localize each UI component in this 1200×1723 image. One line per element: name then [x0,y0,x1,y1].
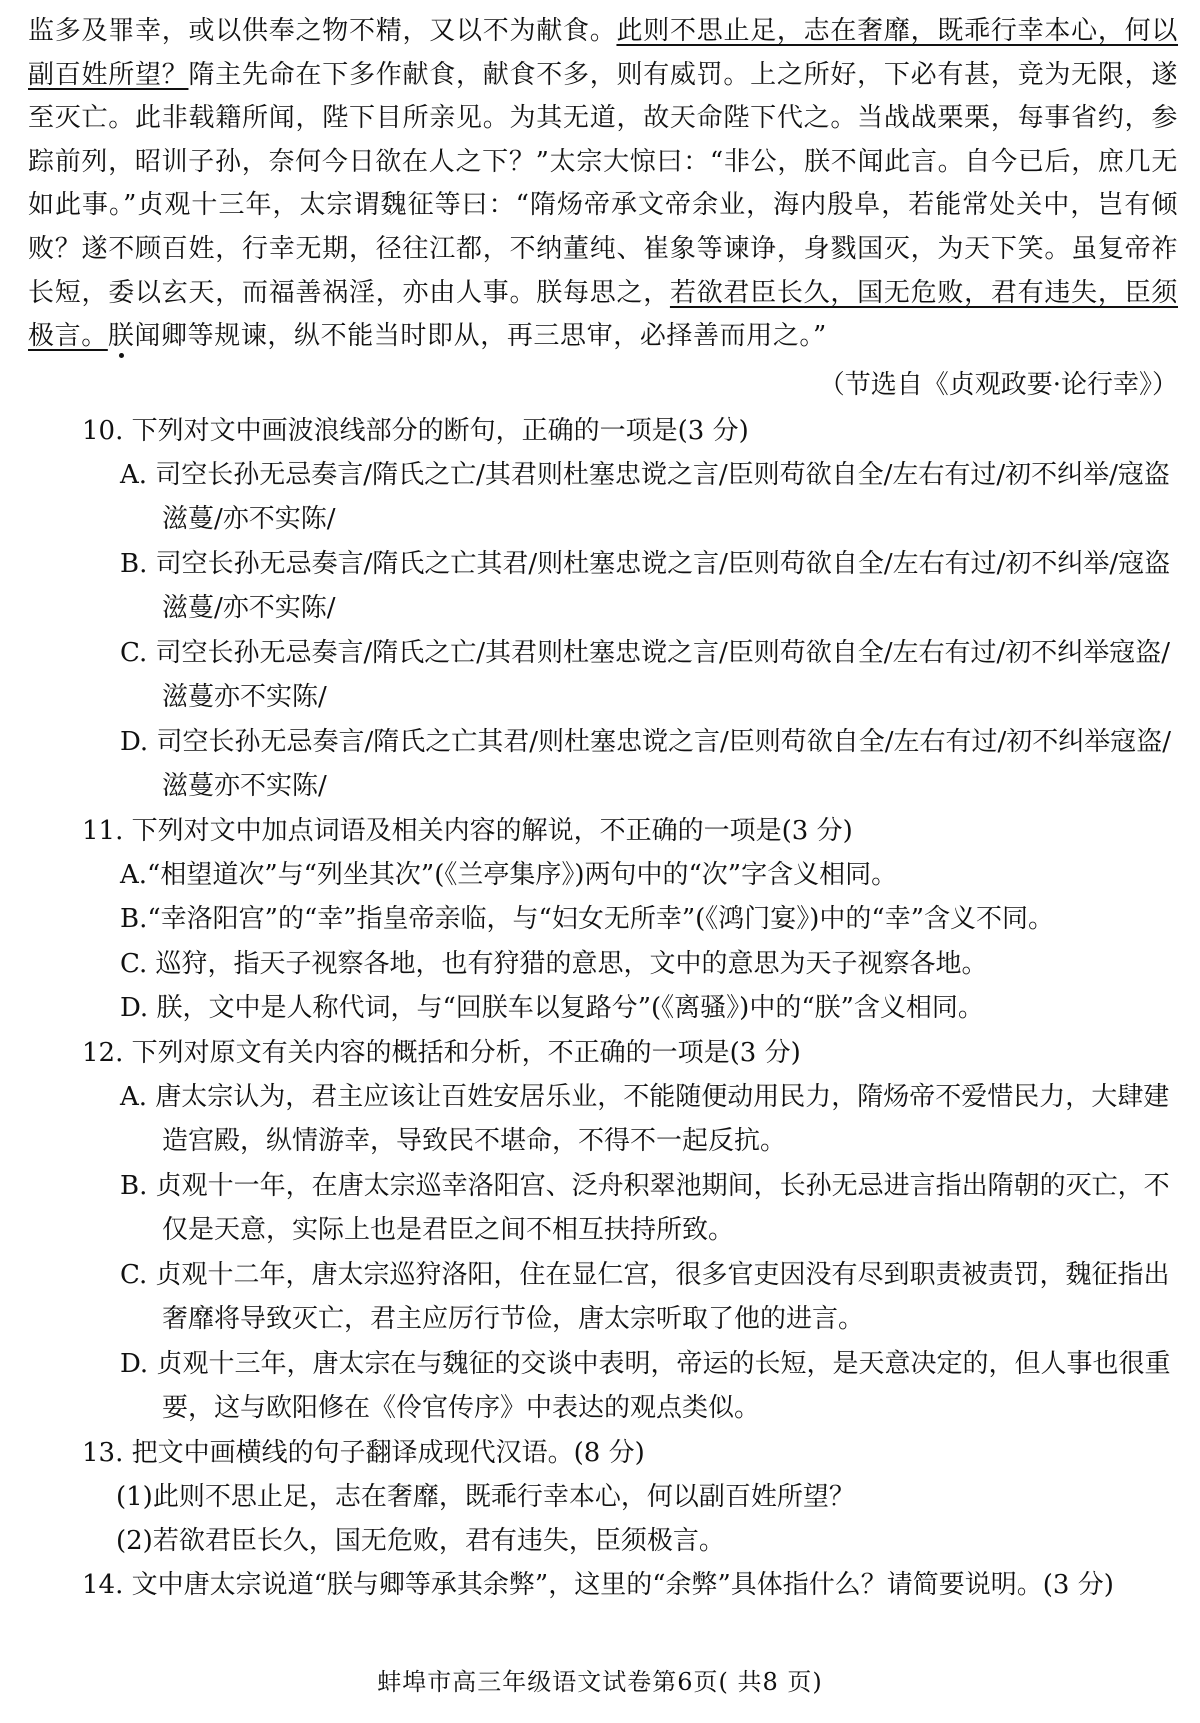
option-c: C. 贞观十二年，唐太宗巡狩洛阳，住在显仁宫，很多官吏因没有尽到职责被责罚，魏征指出奢靡将导致灭亡，君主应厉行节俭，唐太宗听取了他的进言。 [120,1259,1170,1335]
option-b: B. 司空长孙无忌奏言/隋氏之亡其君/则杜塞忠谠之言/臣则苟欲自全/左右有过/初不纠举/寇盗滋蔓/亦不实陈/ [120,548,1171,624]
option-b: B. 贞观十一年，在唐太宗巡幸洛阳宫、泛舟积翠池期间，长孙无忌进言指出隋朝的灭亡，不仅是天意，实际上也是君臣之间不相互扶持所致。 [120,1170,1170,1246]
reading-passage [28,10,1178,359]
question-11 [28,809,1178,1031]
question-10 [28,409,1178,809]
option-d: D. 司空长孙无忌奏言/隋氏之亡其君/则杜塞忠谠之言/臣则苟欲自全/左右有过/初不纠举寇盗/滋蔓亦不实陈/ [120,726,1172,802]
sub-question-1: (1)此则不思止足，志在奢靡，既乖行幸本心，何以副百姓所望？ [116,1481,855,1512]
option-d: D. 贞观十三年，唐太宗在与魏征的交谈中表明，帝运的长短，是天意决定的，但人事也很重要，这与欧阳修在《伶官传序》中表达的观点类似。 [120,1348,1171,1424]
question-stem: 13. 把文中画横线的句子翻译成现代汉语。(8 分) [82,1437,645,1468]
passage-source: （节选自《贞观政要·论行幸》） [818,369,1178,400]
question-stem: 10. 下列对文中画波浪线部分的断句，正确的一项是(3 分) [82,415,749,446]
option-c: C. 巡狩，指天子视察各地，也有狩猎的意思，文中的意思为天子视察各地。 [120,948,988,979]
question-stem: 12. 下列对原文有关内容的概括和分析，不正确的一项是(3 分) [82,1037,801,1068]
question-12 [28,1031,1178,1431]
option-a: A. 司空长孙无忌奏言/隋氏之亡/其君则杜塞忠谠之言/臣则苟欲自全/左右有过/初不纠举/寇盗滋蔓/亦不实陈/ [120,459,1170,535]
page-footer: 蚌埠市高三年级语文试卷第6页( 共8 页) [377,1668,823,1696]
option-d: D. 朕，文中是人称代词，与“回朕车以复路兮”(《离骚》)中的“朕”含义相同。 [120,993,984,1024]
passage-text: 隋主先命在下多作献食，献食不多，则有威罚。上之所好，下必有甚，竞为无限，遂至灭亡。此非载籍所闻，陛下目所亲见。为其无道，故天命陛下代之。当战战栗栗，每事省约，参踪前列，昭训子孙，奈何今日欲在人之下？”太宗大惊曰：“非公，朕不闻此言。自今已后，庶几无如此事。”贞观十三年，太宗谓魏征等曰：“隋炀帝承文帝余业，海内殷阜，若能常处关中，岂有倾败？遂不顾百姓，行幸无期，径往江都，不纳董纯、崔象等谏诤，身戮国灭，为天下笑。虽复帝祚长短，委以玄天，而福善祸淫，亦由人事。朕每思之， [28,59,1178,308]
option-a: A. 唐太宗认为，君主应该让百姓安居乐业，不能随便动用民力，隋炀帝不爱惜民力，大肆建造宫殿，纵情游幸，导致民不堪命，不得不一起反抗。 [120,1081,1170,1157]
question-stem: 11. 下列对文中加点词语及相关内容的解说，不正确的一项是(3 分) [82,815,853,846]
option-b: B.“幸洛阳宫”的“幸”指皇帝亲临，与“妇女无所幸”(《鸿门宴》)中的“幸”含义不同。 [120,904,1054,935]
option-c: C. 司空长孙无忌奏言/隋氏之亡/其君则杜塞忠谠之言/臣则苟欲自全/左右有过/初不纠举寇盗/滋蔓亦不实陈/ [120,637,1171,713]
passage-text: 监多及罪幸，或以供奉之物不精，又以不为献食。 [28,16,617,46]
sub-question-2: (2)若欲君臣长久，国无危败，君有违失，臣须极言。 [116,1525,725,1556]
question-13 [28,1431,1178,1563]
option-a: A.“相望道次”与“列坐其次”(《兰亭集序》)两句中的“次”字含义相同。 [120,859,898,890]
question-14 [28,1563,1178,1607]
underlined-sentence-1: 此则不思止足，志在奢靡，既乖行幸本心，何以副百姓所望？ [28,16,1179,90]
question-stem: 14. 文中唐太宗说道“朕与卿等承其余弊”，这里的“余弊”具体指什么？请简要说明。(3 分) [82,1569,1114,1600]
passage-text: 闻卿等规谏，纵不能当时即从，再三思审，必择善而用之。” [134,321,827,352]
dotted-word: 朕 [107,321,135,352]
underlined-sentence-2: 若欲君臣长久，国无危败，君有违失，臣须极言。 [28,277,1178,352]
passage-paragraph [28,10,1178,359]
